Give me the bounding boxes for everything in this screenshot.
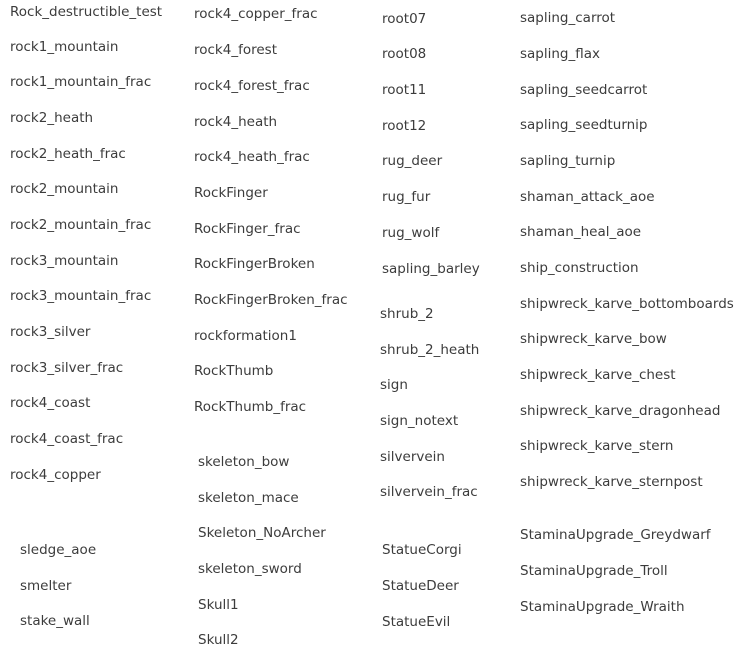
list-item[interactable]: rug_deer bbox=[382, 153, 443, 169]
list-item[interactable]: StaminaUpgrade_Troll bbox=[520, 563, 668, 579]
list-item[interactable]: RockFinger bbox=[194, 185, 268, 201]
list-item[interactable]: shipwreck_karve_chest bbox=[520, 367, 676, 383]
list-item[interactable]: sign_notext bbox=[380, 413, 459, 429]
list-item[interactable]: rock3_mountain_frac bbox=[10, 288, 152, 304]
list-item[interactable]: sapling_carrot bbox=[520, 10, 616, 26]
list-item[interactable]: root12 bbox=[382, 118, 427, 134]
list-item[interactable]: rock1_mountain bbox=[10, 39, 119, 55]
list-item[interactable]: rock3_mountain bbox=[10, 253, 119, 269]
list-item[interactable]: RockFinger_frac bbox=[194, 221, 301, 237]
list-item[interactable]: shrub_2_heath bbox=[380, 342, 480, 358]
list-item[interactable]: RockThumb_frac bbox=[194, 399, 307, 415]
list-item[interactable]: silvervein bbox=[380, 449, 445, 465]
list-item[interactable]: skeleton_mace bbox=[198, 490, 299, 506]
list-item[interactable]: rock2_mountain bbox=[10, 181, 119, 197]
list-item[interactable]: rug_fur bbox=[382, 189, 431, 205]
list-item[interactable]: StatueEvil bbox=[382, 614, 451, 630]
list-item[interactable]: rock4_copper_frac bbox=[194, 6, 318, 22]
list-item[interactable]: sign bbox=[380, 377, 408, 393]
list-item[interactable]: rock3_silver_frac bbox=[10, 360, 124, 376]
list-item[interactable]: rock4_forest_frac bbox=[194, 78, 310, 94]
list-item[interactable]: rock2_mountain_frac bbox=[10, 217, 152, 233]
list-item[interactable]: smelter bbox=[20, 578, 72, 594]
list-item[interactable]: Skull2 bbox=[198, 632, 239, 648]
list-item[interactable]: sapling_barley bbox=[382, 261, 480, 277]
list-item[interactable]: rock4_heath_frac bbox=[194, 149, 310, 165]
list-item[interactable]: sapling_turnip bbox=[520, 153, 616, 169]
list-item[interactable]: rock2_heath_frac bbox=[10, 146, 126, 162]
list-item[interactable]: sledge_aoe bbox=[20, 542, 97, 558]
list-item[interactable]: StatueDeer bbox=[382, 578, 459, 594]
list-item[interactable]: Rock_destructible_test bbox=[10, 4, 163, 20]
list-item[interactable]: root07 bbox=[382, 11, 427, 27]
list-item[interactable]: shipwreck_karve_bow bbox=[520, 331, 667, 347]
list-item[interactable]: rock4_heath bbox=[194, 114, 278, 130]
list-item[interactable]: rock4_coast bbox=[10, 395, 91, 411]
list-item[interactable]: root08 bbox=[382, 46, 427, 62]
list-item[interactable]: skeleton_sword bbox=[198, 561, 302, 577]
list-item[interactable]: rock1_mountain_frac bbox=[10, 74, 152, 90]
list-item[interactable]: rock4_coast_frac bbox=[10, 431, 124, 447]
list-item[interactable]: shrub_2 bbox=[380, 306, 434, 322]
list-item[interactable]: sapling_seedcarrot bbox=[520, 82, 648, 98]
list-item[interactable]: stake_wall bbox=[20, 613, 90, 629]
list-item[interactable]: Skull1 bbox=[198, 597, 239, 613]
list-item[interactable]: RockFingerBroken bbox=[194, 256, 315, 272]
list-item[interactable]: Skeleton_NoArcher bbox=[198, 525, 326, 541]
list-item[interactable]: StatueCorgi bbox=[382, 542, 462, 558]
list-item[interactable]: rock4_forest bbox=[194, 42, 277, 58]
list-item[interactable]: StaminaUpgrade_Wraith bbox=[520, 599, 685, 615]
list-item[interactable]: rock2_heath bbox=[10, 110, 94, 126]
list-item[interactable]: shipwreck_karve_dragonhead bbox=[520, 403, 721, 419]
list-item[interactable]: shipwreck_karve_stern bbox=[520, 438, 674, 454]
list-item[interactable]: silvervein_frac bbox=[380, 484, 478, 500]
list-item[interactable]: rug_wolf bbox=[382, 225, 440, 241]
list-item[interactable]: sapling_seedturnip bbox=[520, 117, 648, 133]
list-item[interactable]: rock3_silver bbox=[10, 324, 91, 340]
list-item[interactable]: shaman_heal_aoe bbox=[520, 224, 642, 240]
list-item[interactable]: ship_construction bbox=[520, 260, 639, 276]
list-item[interactable]: sapling_flax bbox=[520, 46, 601, 62]
list-item[interactable]: rockformation1 bbox=[194, 328, 297, 344]
list-item[interactable]: RockFingerBroken_frac bbox=[194, 292, 348, 308]
list-item[interactable]: RockThumb bbox=[194, 363, 274, 379]
list-item[interactable]: shipwreck_karve_sternpost bbox=[520, 474, 703, 490]
list-item[interactable]: rock4_copper bbox=[10, 467, 101, 483]
list-item[interactable]: shipwreck_karve_bottomboards bbox=[520, 296, 734, 312]
list-item[interactable]: StaminaUpgrade_Greydwarf bbox=[520, 527, 711, 543]
list-item[interactable]: skeleton_bow bbox=[198, 454, 290, 470]
list-item[interactable]: shaman_attack_aoe bbox=[520, 189, 655, 205]
list-item[interactable]: root11 bbox=[382, 82, 427, 98]
